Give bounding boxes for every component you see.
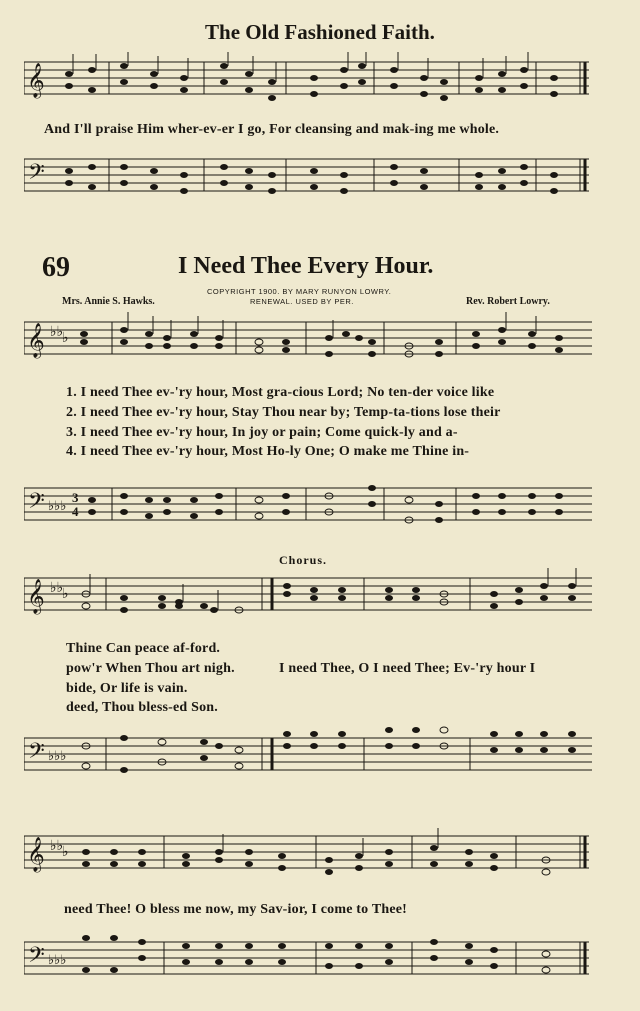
verse-line: 4. I need Thee ev-'ry hour, Most Ho-ly One; O make me Thine in- xyxy=(66,444,470,459)
copyright-line: COPYRIGHT 1900. BY MARY RUNYON LOWRY. xyxy=(207,287,392,296)
copyright-line: RENEWAL. USED BY PER. xyxy=(250,297,354,306)
svg-text:♭: ♭ xyxy=(62,331,69,346)
verse-line: 3. I need Thee ev-'ry hour, In joy or pain; Come quick-ly and a- xyxy=(66,425,458,440)
svg-text:𝄞: 𝄞 xyxy=(27,324,45,357)
verse-line: 2. I need Thee ev-'ry hour, Stay Thou near by; Temp-ta-tions lose their xyxy=(66,405,501,420)
music-staff-bass xyxy=(24,724,594,784)
svg-text:♭♭♭: ♭♭♭ xyxy=(48,498,67,513)
svg-text:4: 4 xyxy=(72,504,79,519)
music-staff-treble xyxy=(24,52,594,112)
hymn-title-previous: The Old Fashioned Faith. xyxy=(205,20,435,44)
verse-ending: pow'r When Thou art nigh. xyxy=(66,661,235,676)
music-staff-bass xyxy=(24,474,594,534)
svg-text:♭♭: ♭♭ xyxy=(50,325,64,340)
svg-text:♭♭: ♭♭ xyxy=(50,839,64,854)
svg-text:3: 3 xyxy=(72,490,79,505)
chorus-lyric: I need Thee, O I need Thee; Ev-'ry hour I xyxy=(279,661,536,676)
svg-text:𝄞: 𝄞 xyxy=(27,580,45,613)
music-staff-treble xyxy=(24,826,594,886)
svg-text:♭♭♭: ♭♭♭ xyxy=(48,952,67,967)
svg-text:𝄢: 𝄢 xyxy=(28,160,45,189)
music-staff-treble xyxy=(24,312,594,372)
music-staff-bass xyxy=(24,145,594,205)
composer-credit: Rev. Robert Lowry. xyxy=(466,296,550,307)
verse-ending: Thine Can peace af-ford. xyxy=(66,641,221,656)
music-staff-bass xyxy=(24,928,594,988)
verse-line: 1. I need Thee ev-'ry hour, Most gra-cious Lord; No ten-der voice like xyxy=(66,385,495,400)
svg-text:𝄢: 𝄢 xyxy=(28,489,45,518)
verse-ending: bide, Or life is vain. xyxy=(66,681,188,696)
svg-text:♭: ♭ xyxy=(62,587,69,602)
svg-text:♭: ♭ xyxy=(62,845,69,860)
verse-ending: deed, Thou bless-ed Son. xyxy=(66,700,218,715)
hymn-title: I Need Thee Every Hour. xyxy=(178,253,434,279)
chorus-lyric: need Thee! O bless me now, my Sav-ior, I come to Thee! xyxy=(64,902,408,917)
music-staff-treble xyxy=(24,568,594,628)
svg-text:♭♭♭: ♭♭♭ xyxy=(48,748,67,763)
svg-text:𝄞: 𝄞 xyxy=(27,64,45,97)
lyric-line: And I'll praise Him wher-ev-er I go, For cleansing and mak-ing me whole. xyxy=(44,122,500,137)
svg-text:𝄢: 𝄢 xyxy=(28,943,45,972)
hymn-number: 69 xyxy=(42,252,70,283)
svg-text:𝄢: 𝄢 xyxy=(28,739,45,768)
author-credit: Mrs. Annie S. Hawks. xyxy=(62,296,155,307)
svg-text:𝄞: 𝄞 xyxy=(27,838,45,871)
chorus-label: Chorus. xyxy=(279,553,328,567)
svg-text:♭♭: ♭♭ xyxy=(50,581,64,596)
